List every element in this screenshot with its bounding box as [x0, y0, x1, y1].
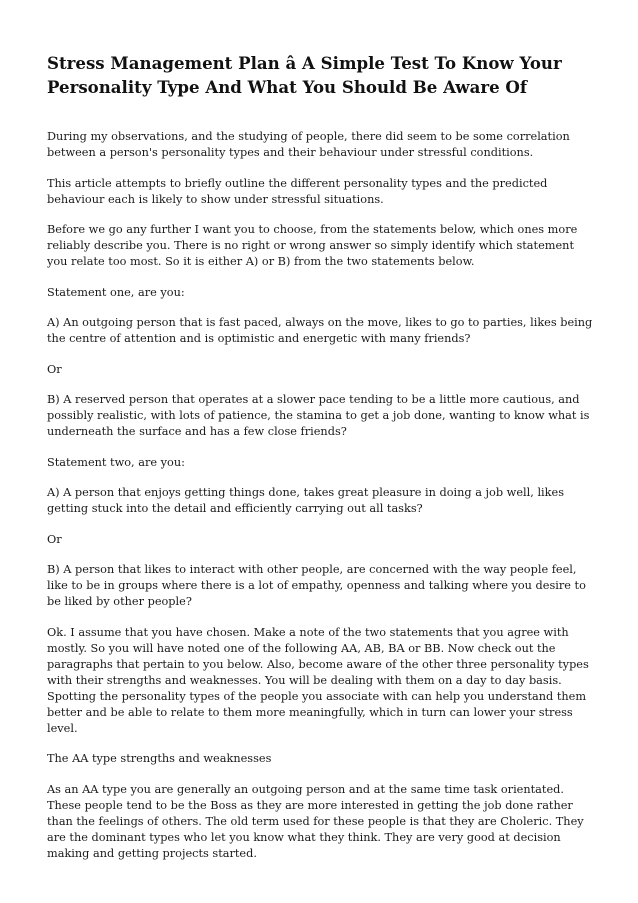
paragraph-aa-type: As an AA type you are generally an outgoing person and at the same time task orientated. These people tend to be the Boss as they are more interested in getting the job done rather than the feelings of others. The old term used for these people is that they are Choleric. They are the dominant types who let you know what they think. They are very good at decision making and getting projects started. [47, 782, 584, 860]
statement-one-option-b: B) A reserved person that operates at a slower pace tending to be a little more cautious, and possibly realistic, with lots of patience, the stamina to get a job done, wanting to know what is underneath the surface and has a few close friends? [47, 393, 590, 438]
statement-two-option-a: A) A person that enjoys getting things done, takes great pleasure in doing a job well, likes getting stuck into the detail and efficiently carrying out all tasks? [47, 486, 564, 515]
document-page [47, 51, 597, 876]
document-body [47, 129, 597, 862]
statement-two-option-b: B) A person that likes to interact with other people, are concerned with the way people feel, like to be in groups where there is a lot of empathy, openness and talking where you desire to be liked by other people? [47, 563, 586, 608]
statement-two-or: Or [47, 532, 62, 546]
statement-one-heading: Statement one, are you: [47, 285, 185, 299]
paragraph-intro: During my observations, and the studying of people, there did seem to be some correlation between a person's personality types and their behaviour under stressful conditions. [47, 130, 570, 159]
paragraph-instructions: Before we go any further I want you to choose, from the statements below, which ones more reliably describe you. There is no right or wrong answer so simply identify which statement you relate too most. So it is either A) or B) from the two statements below. [47, 223, 578, 268]
section-heading-aa-type: The AA type strengths and weaknesses [47, 752, 272, 765]
document-title: Stress Management Plan â A Simple Test To Know Your Personality Type And What You Should Be Aware Of [47, 53, 562, 97]
paragraph-explanation: Ok. I assume that you have chosen. Make a note of the two statements that you agree with mostly. So you will have noted one of the following AA, AB, BA or BB. Now check out the paragraphs that pertain to you below. Also, become aware of the other three personality types with their strengths and weaknesses. You will be dealing with them on a day to day basis. Spotting the personality types of the people you associate with can help you understand them better and be able to relate to them more meaningfully, which in turn can lower your stress level. [47, 625, 589, 735]
statement-one-option-a: A) An outgoing person that is fast paced, always on the move, likes to go to parties, likes being the centre of attention and is optimistic and energetic with many friends? [47, 316, 593, 345]
statement-one-or: Or [47, 362, 62, 376]
paragraph-purpose: This article attempts to briefly outline the different personality types and the predicted behaviour each is likely to show under stressful situations. [47, 176, 548, 206]
statement-two-heading: Statement two, are you: [47, 455, 185, 469]
